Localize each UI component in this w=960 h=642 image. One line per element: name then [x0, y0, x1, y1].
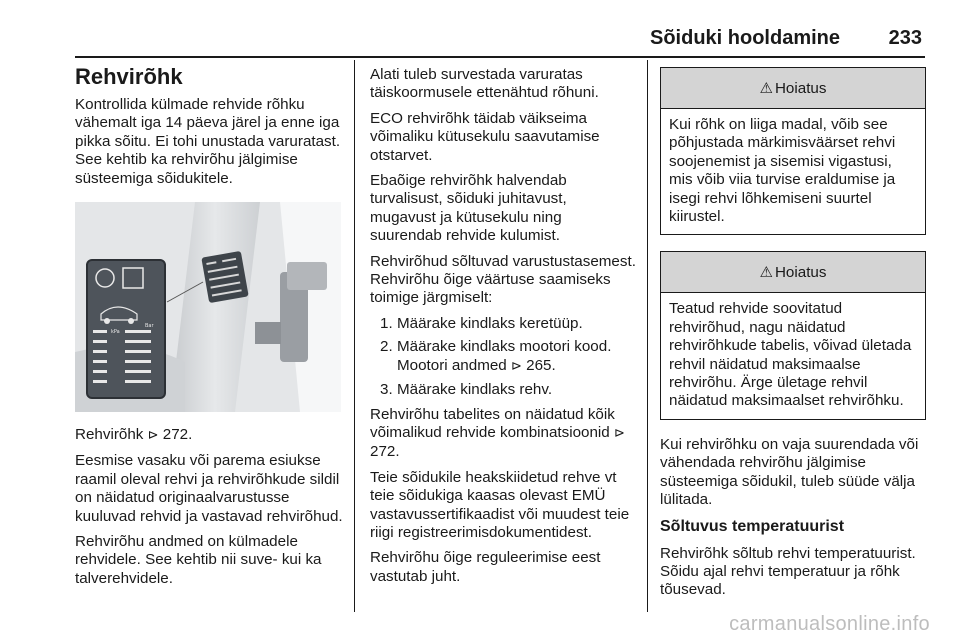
step-number: 2.: [380, 338, 393, 356]
warning-box: [660, 251, 926, 419]
column-3: [660, 67, 926, 607]
paragraph: ECO rehvirõhk täidab väikseima võimaliku kütusekulu saavutamise otstarvet.: [370, 109, 600, 164]
section-heading: Rehvirõhk: [75, 64, 183, 89]
reference-arrow-icon: ⊳: [614, 425, 625, 441]
paragraph: Rehvirõhu õige reguleerimise eest vastutab juht.: [370, 549, 601, 585]
warning-text: Teatud rehvide soovitatud rehvirõhud, nagu näidatud rehvirõhkude tabelis, võivad ületada rehvil näidatud maksimaalse rehvirõhu. Ärge ületage rehvil näidatud maksimaalset rehvirõhku.: [669, 300, 912, 410]
subsection-heading: Sõltuvus temperatuurist: [660, 517, 845, 535]
reference-page[interactable]: 265.: [526, 356, 556, 374]
list-item: [370, 315, 636, 333]
warning-header: [661, 68, 925, 109]
steps-list: [370, 315, 636, 400]
reference-page[interactable]: 272.: [162, 426, 193, 444]
door-frame-illustration: [75, 202, 341, 412]
warning-icon: ⚠: [759, 79, 773, 97]
paragraph: Eesmise vasaku või parema esiukse raamil oleval rehvi ja rehvirõhkude sildil on näidatud originaalvarustusse kuuluvad rehvid ja vastavad rehvirõhud.: [75, 452, 343, 525]
watermark: carmanualsonline.info: [729, 613, 930, 635]
warning-body: [661, 109, 925, 234]
paragraph: Teie sõidukile heakskiidetud rehve vt teie sõidukiga kaasas olevast EMÜ vastavussertifikaadist või muudest teie riigi registreerimisdokumentidest.: [370, 468, 630, 541]
paragraph: Kontrollida külmade rehvide rõhku vähemalt iga 14 päeva järel ja enne iga pikka sõitu. Ei tohi unustada varuratast. See kehtib ka rehvirõhu jälgimise süsteemiga sõidukitele.: [75, 96, 341, 187]
list-item: [370, 381, 636, 399]
step-number: 1.: [380, 314, 393, 332]
page-number: 233: [888, 27, 922, 49]
warning-body: [661, 293, 925, 418]
paragraph: Rehvirõhk sõltub rehvi temperatuurist. Sõidu ajal rehvi temperatuur ja rõhk tõusevad.: [660, 544, 916, 599]
header-rule: [75, 56, 925, 58]
paragraph: Rehvirõhud sõltuvad varustustasemest. Rehvirõhu õige väärtuse saamiseks toimige järgmiselt:: [370, 252, 636, 307]
cross-reference: [75, 426, 345, 445]
warning-text: Kui rõhk on liiga madal, võib see põhjustada märkimisväärset rehvi soojenemist ja sisemisi vigastusi, mis võib viia turvise eraldumise ja isegi rehvi lõhkemiseni suurtel kiirustel.: [669, 116, 896, 226]
step-number: 3.: [380, 381, 393, 399]
paragraph: [370, 406, 636, 462]
column-divider-2: [647, 60, 648, 612]
warning-header: [661, 252, 925, 293]
running-header-title: Sõiduki hooldamine: [649, 27, 840, 49]
warning-title: Hoiatus: [774, 264, 827, 282]
paragraph: Alati tuleb survestada varuratas täiskoormusele ettenähtud rõhuni.: [370, 66, 599, 102]
column-2: [370, 66, 636, 593]
reference-arrow-icon: ⊳: [147, 428, 159, 444]
paragraph: Ebaõige rehvirõhk halvendab turvalisust, sõiduki juhitavust, mugavust ja kütusekulu ning suurendab rehvide kulumist.: [370, 172, 567, 245]
paragraph-text: Rehvirõhu tabelites on näidatud kõik võimalikud rehvide kombinatsioonid: [370, 405, 615, 441]
reference-arrow-icon: ⊳: [510, 358, 522, 374]
paragraph: Kui rehvirõhku on vaja suurendada või vähendada rehvirõhu jälgimise süsteemiga sõidukil, tuleb süüde välja lülitada.: [660, 435, 919, 509]
tire-pressure-label-photo: [75, 202, 341, 412]
step-text: Määrake kindlaks keretüüp.: [397, 314, 583, 332]
warning-icon: ⚠: [759, 263, 773, 282]
reference-page[interactable]: 272.: [370, 443, 400, 461]
label-unit-kpa: kPa: [111, 329, 120, 336]
paragraph: Rehvirõhu andmed on külmadele rehvidele. See kehtib nii suve- kui ka talverehvidele.: [75, 533, 322, 587]
warning-box: [660, 67, 926, 235]
step-text: Määrake kindlaks mootori kood. Mootori andmed: [397, 338, 612, 374]
column-1: [75, 64, 345, 595]
warning-title: Hoiatus: [774, 80, 827, 97]
label-unit-bar: Bar: [145, 323, 154, 330]
step-text: Määrake kindlaks rehv.: [397, 381, 553, 399]
list-item: [370, 338, 636, 376]
reference-text: Rehvirõhk: [75, 426, 144, 444]
column-divider-1: [354, 60, 355, 612]
